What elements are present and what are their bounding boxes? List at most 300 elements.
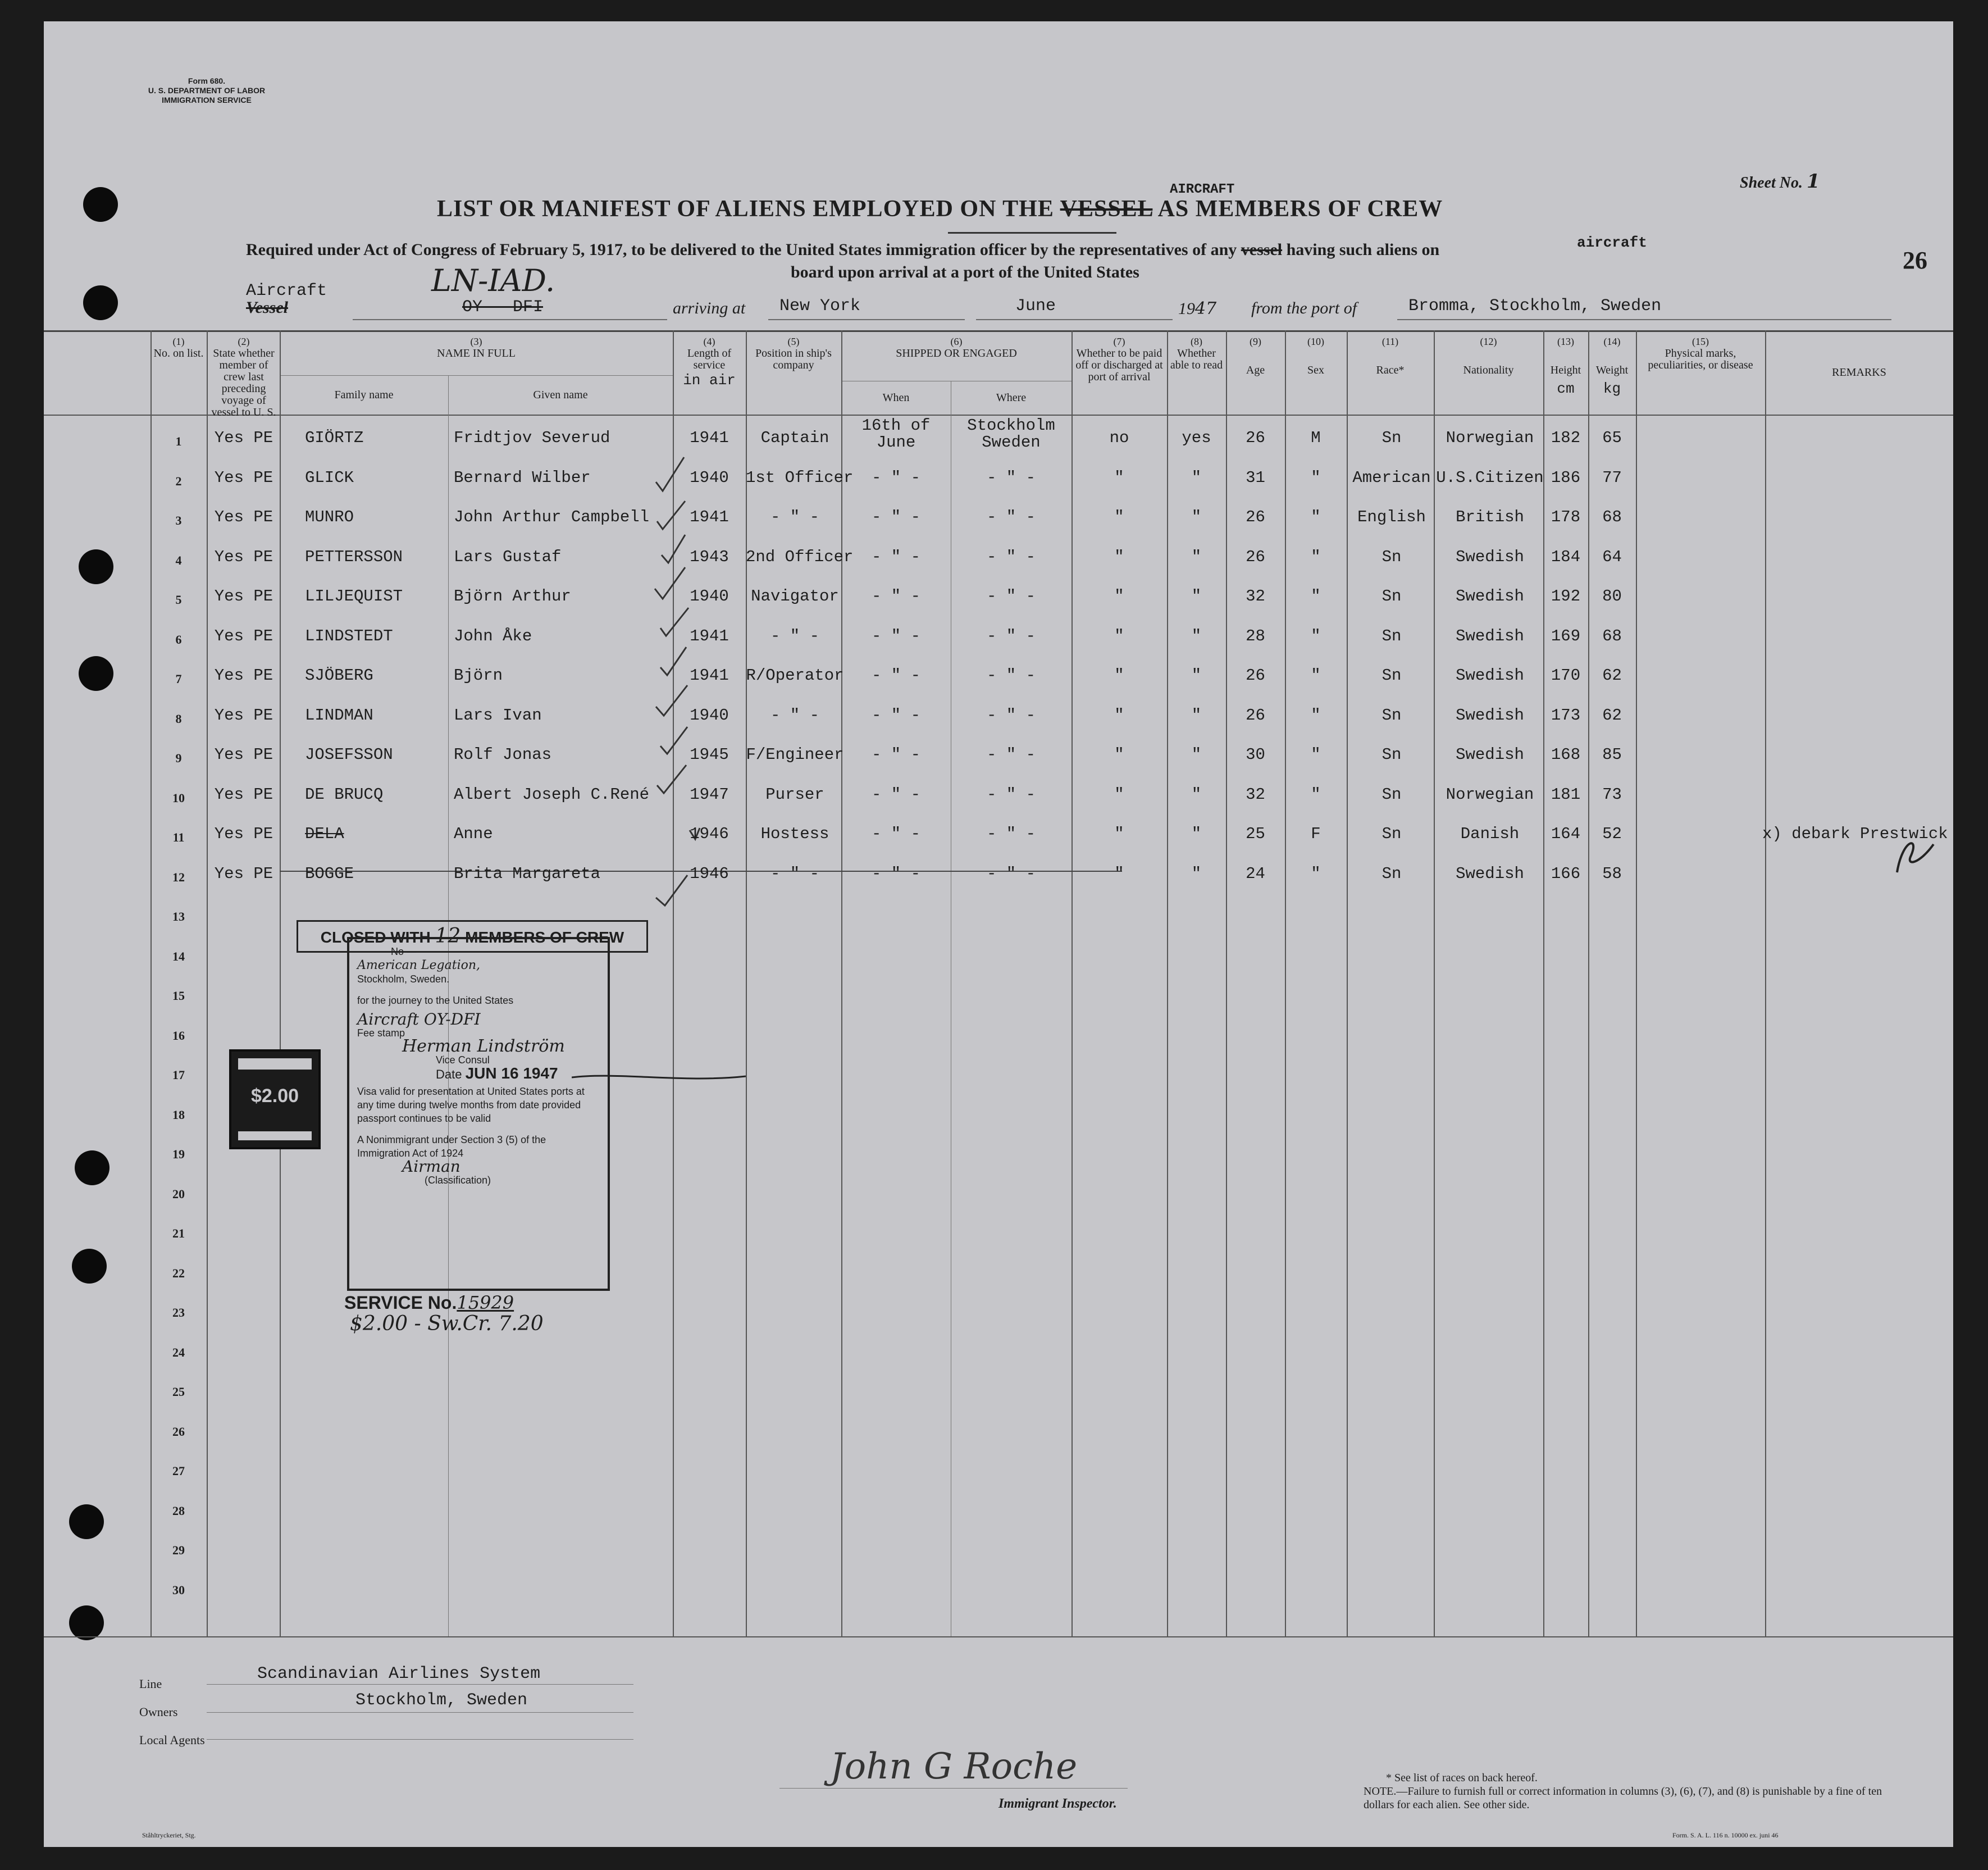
owners-label: Owners bbox=[139, 1705, 178, 1719]
col-label: Race* bbox=[1376, 364, 1405, 376]
department-name: U. S. DEPARTMENT OF LABOR bbox=[148, 86, 266, 95]
legation-visa-stamp: No — American Legation, Stockholm, Sweden. for the journey to the United States Aircraft OY-DFI Fee stamp Herman Lindström Vice Consul Date JUN 16 1947 Visa valid for presentation at United States ports at any time during twelve months from date provided passport continues to be valid A Nonimmigrant under Section 3 (5) of the Immigration Act of 1924 Airman (Classification) bbox=[347, 937, 610, 1291]
cell-read: " bbox=[1191, 468, 1202, 487]
cell-read: " bbox=[1191, 626, 1202, 645]
row-number: 20 bbox=[172, 1186, 185, 1201]
cell-position: F/Engineer bbox=[746, 745, 844, 764]
cell-where: - " - bbox=[986, 785, 1036, 804]
cell-paid: " bbox=[1114, 745, 1124, 764]
cell-race: English bbox=[1357, 508, 1426, 526]
cell-sex: F bbox=[1311, 825, 1321, 843]
inspector-label: Immigrant Inspector. bbox=[998, 1796, 1117, 1811]
cell-age: 25 bbox=[1246, 825, 1265, 843]
col-label: Weight bbox=[1595, 364, 1629, 376]
stamp-date: JUN 16 1947 bbox=[465, 1064, 558, 1082]
stamp-classification-value: Airman bbox=[402, 1157, 460, 1176]
cell-position: 2nd Officer bbox=[746, 547, 854, 566]
signature-line bbox=[779, 1788, 1128, 1789]
form-header bbox=[128, 76, 285, 105]
cell-nationality: Swedish bbox=[1456, 864, 1524, 883]
line-label: Line bbox=[139, 1677, 162, 1691]
stamp-journey: for the journey to the United States bbox=[357, 995, 514, 1006]
row-number: 12 bbox=[172, 870, 185, 884]
aircraft-registration: LN-IAD. bbox=[431, 263, 555, 298]
cell-service: 1940 bbox=[690, 706, 729, 725]
signature-tail bbox=[572, 1066, 751, 1089]
cell-race: Sn bbox=[1381, 666, 1402, 685]
punch-hole bbox=[83, 187, 118, 222]
cell-voyage: Yes PE bbox=[214, 508, 273, 526]
punch-hole bbox=[79, 549, 113, 584]
cell-sex: " bbox=[1311, 745, 1321, 764]
col-label: Nationality bbox=[1463, 364, 1514, 376]
footer-underline bbox=[207, 1739, 633, 1740]
cell-position: Navigator bbox=[751, 587, 839, 606]
col-header-name bbox=[280, 336, 673, 360]
cell-service: 1946 bbox=[690, 864, 729, 883]
cell-paid: " bbox=[1114, 666, 1124, 685]
unit-label: kg bbox=[1603, 380, 1621, 397]
service-label: SERVICE No. bbox=[344, 1293, 457, 1313]
punch-hole bbox=[75, 1150, 110, 1185]
cell-when: - " - bbox=[871, 864, 920, 883]
col-header-service bbox=[673, 336, 746, 389]
cell-age: 32 bbox=[1246, 785, 1265, 804]
title-inserted-word bbox=[1170, 181, 1234, 197]
row-number: 30 bbox=[172, 1582, 185, 1597]
cell-given: Lars Gustaf bbox=[454, 547, 562, 566]
cell-family: GIÖRTZ bbox=[305, 429, 364, 447]
in-air-note: in air bbox=[683, 372, 736, 389]
cell-service: 1941 bbox=[690, 429, 729, 447]
cell-height: 173 bbox=[1551, 706, 1581, 725]
inspector-signature: John G Roche bbox=[830, 1746, 1078, 1787]
cell-read: " bbox=[1191, 547, 1202, 566]
cell-paid: " bbox=[1114, 706, 1124, 725]
cell-voyage: Yes PE bbox=[214, 626, 273, 645]
row-number: 10 bbox=[172, 790, 185, 805]
cell-weight: 65 bbox=[1602, 429, 1622, 447]
cell-given: Björn Arthur bbox=[454, 587, 571, 606]
cell-race: Sn bbox=[1381, 825, 1402, 843]
cell-nationality: Swedish bbox=[1456, 547, 1524, 566]
stamp-band bbox=[238, 1058, 312, 1070]
line-value: Scandinavian Airlines System bbox=[257, 1664, 541, 1684]
cell-sex: " bbox=[1311, 626, 1321, 645]
cell-family: DELA bbox=[305, 825, 344, 843]
cell-age: 26 bbox=[1246, 666, 1265, 685]
col-header-family-name: Family name bbox=[334, 389, 394, 401]
cell-position: - " - bbox=[770, 626, 819, 645]
cell-position: - " - bbox=[770, 864, 819, 883]
cell-sex: " bbox=[1311, 587, 1321, 606]
cell-sex: " bbox=[1311, 864, 1321, 883]
cell-nationality: Swedish bbox=[1456, 745, 1524, 764]
cell-given: Fridtjov Severud bbox=[454, 429, 610, 447]
cell-family: LINDSTEDT bbox=[305, 626, 393, 645]
col-number: (5) bbox=[787, 336, 800, 347]
cell-given: Anne bbox=[454, 825, 493, 843]
cell-read: " bbox=[1191, 864, 1202, 883]
stamp-section: A Nonimmigrant under Section 3 (5) of the Immigration Act of 1924 bbox=[357, 1134, 546, 1159]
cell-weight: 62 bbox=[1602, 706, 1622, 725]
cell-where: Stockholm Sweden bbox=[967, 416, 1055, 452]
cell-age: 26 bbox=[1246, 429, 1265, 447]
col-label: Height bbox=[1550, 364, 1581, 376]
row-number: 24 bbox=[172, 1345, 185, 1359]
cell-service: 1941 bbox=[690, 508, 729, 526]
cell-nationality: British bbox=[1456, 508, 1524, 526]
col-number: (11) bbox=[1381, 336, 1399, 347]
cell-given: Rolf Jonas bbox=[454, 745, 552, 764]
cell-paid: " bbox=[1114, 468, 1124, 487]
col-header-paid-off bbox=[1071, 336, 1167, 383]
closed-stamp-text: MEMBERS OF CREW bbox=[465, 929, 624, 946]
service-number-value: 15929 bbox=[457, 1292, 514, 1313]
cell-paid: " bbox=[1114, 785, 1124, 804]
cell-when: 16th of June bbox=[861, 416, 931, 452]
cell-nationality: Norwegian bbox=[1446, 785, 1534, 804]
cell-race: Sn bbox=[1381, 626, 1402, 645]
arrival-month: June bbox=[1015, 297, 1056, 316]
cell-read: " bbox=[1191, 587, 1202, 606]
table-bottom-border bbox=[44, 1636, 1953, 1637]
stamp-legation: American Legation, bbox=[357, 958, 481, 972]
col-number: (7) bbox=[1113, 336, 1125, 347]
arrival-year: 47 bbox=[1195, 299, 1217, 319]
service-fee: $2.00 - Sw.Cr. 7.20 bbox=[350, 1312, 544, 1335]
cell-when: - " - bbox=[871, 508, 920, 526]
row-number: 14 bbox=[172, 949, 185, 963]
cell-voyage: Yes PE bbox=[214, 429, 273, 447]
cell-service: 1947 bbox=[690, 785, 729, 804]
footer-underline bbox=[207, 1684, 633, 1685]
vessel-label-inserted: Aircraft bbox=[246, 281, 327, 301]
cell-family: JOSEFSSON bbox=[305, 745, 393, 764]
cell-sex: M bbox=[1311, 429, 1321, 447]
arriving-label: arriving at bbox=[673, 299, 746, 317]
row-number: 28 bbox=[172, 1503, 185, 1518]
col-header-sex bbox=[1285, 336, 1347, 376]
col-header-age bbox=[1226, 336, 1285, 376]
cell-given: Björn bbox=[454, 666, 503, 685]
cell-position: R/Operator bbox=[746, 666, 844, 685]
cell-family: GLICK bbox=[305, 468, 354, 487]
cell-paid: no bbox=[1109, 429, 1129, 447]
col-divider bbox=[280, 330, 281, 1636]
cell-voyage: Yes PE bbox=[214, 468, 273, 487]
col-header-height bbox=[1543, 336, 1588, 395]
col-label: State whether member of crew last preceding voyage of vessel to U. S. bbox=[211, 347, 276, 418]
col-header-given-name: Given name bbox=[533, 389, 588, 401]
punch-hole bbox=[79, 656, 113, 691]
subtitle-text: having such aliens on bbox=[1286, 240, 1440, 259]
row-number: 8 bbox=[175, 711, 182, 726]
cell-position: - " - bbox=[770, 706, 819, 725]
cell-weight: 62 bbox=[1602, 666, 1622, 685]
cell-read: " bbox=[1191, 785, 1202, 804]
stamp-date-label: Date bbox=[436, 1067, 462, 1081]
cell-remarks: x) debark Prestwick bbox=[1762, 825, 1948, 843]
cell-height: 166 bbox=[1551, 864, 1581, 883]
unit-label: cm bbox=[1557, 380, 1575, 397]
row-number: 29 bbox=[172, 1543, 185, 1557]
col-number: (10) bbox=[1307, 336, 1324, 347]
cell-position: 1st Officer bbox=[746, 468, 854, 487]
stamp-band bbox=[238, 1131, 312, 1140]
col-divider bbox=[1636, 330, 1637, 1636]
cell-age: 24 bbox=[1246, 864, 1265, 883]
inserted-word: AIRCRAFT bbox=[1170, 182, 1235, 197]
cell-service: 1943 bbox=[690, 547, 729, 566]
punch-hole bbox=[72, 1249, 107, 1284]
cell-height: 170 bbox=[1551, 666, 1581, 685]
cell-height: 169 bbox=[1551, 626, 1581, 645]
cell-voyage: Yes PE bbox=[214, 587, 273, 606]
cell-weight: 52 bbox=[1602, 825, 1622, 843]
col-label: SHIPPED OR ENGAGED bbox=[896, 347, 1017, 360]
cell-where: - " - bbox=[986, 508, 1036, 526]
punch-hole bbox=[69, 1504, 104, 1539]
footer-labels bbox=[139, 1670, 205, 1754]
cell-read: " bbox=[1191, 825, 1202, 843]
cell-age: 31 bbox=[1246, 468, 1265, 487]
col-header-physical-marks bbox=[1639, 336, 1762, 371]
col-number: (1) bbox=[172, 336, 185, 347]
page-title bbox=[437, 195, 1443, 222]
cell-paid: " bbox=[1114, 508, 1124, 526]
cell-where: - " - bbox=[986, 864, 1036, 883]
title-part-1: LIST OR MANIFEST OF ALIENS EMPLOYED ON THE bbox=[437, 196, 1054, 222]
punch-hole bbox=[83, 285, 118, 320]
col-header-remarks: REMARKS bbox=[1832, 366, 1886, 379]
title-part-2: AS MEMBERS OF CREW bbox=[1157, 196, 1443, 222]
stamp-classification-label: (Classification) bbox=[425, 1175, 491, 1186]
row-number: 3 bbox=[175, 513, 182, 527]
cell-age: 26 bbox=[1246, 547, 1265, 566]
cell-read: " bbox=[1191, 666, 1202, 685]
row-number: 1 bbox=[175, 434, 182, 448]
stamp-vice-consul: Vice Consul bbox=[436, 1054, 490, 1066]
cell-paid: " bbox=[1114, 547, 1124, 566]
col-header-race bbox=[1347, 336, 1434, 376]
row-number: 4 bbox=[175, 553, 182, 567]
stamp-aircraft: Aircraft OY-DFI bbox=[357, 1010, 481, 1029]
cell-read: " bbox=[1191, 508, 1202, 526]
cell-age: 30 bbox=[1246, 745, 1265, 764]
cell-nationality: Danish bbox=[1460, 825, 1520, 843]
cell-sex: " bbox=[1311, 547, 1321, 566]
row-number: 27 bbox=[172, 1464, 185, 1478]
row-number: 26 bbox=[172, 1424, 185, 1439]
subtitle-struck-word: vessel bbox=[1241, 240, 1283, 259]
cell-height: 184 bbox=[1551, 547, 1581, 566]
cell-sex: " bbox=[1311, 706, 1321, 725]
cell-paid: " bbox=[1114, 626, 1124, 645]
cell-position: Hostess bbox=[760, 825, 829, 843]
from-port-label: from the port of bbox=[1251, 299, 1357, 317]
cell-where: - " - bbox=[986, 547, 1036, 566]
cell-paid: " bbox=[1114, 825, 1124, 843]
races-note: * See list of races on back hereof. bbox=[1386, 1772, 1538, 1784]
col-label: Position in ship's company bbox=[755, 347, 832, 371]
service-number bbox=[344, 1292, 514, 1313]
cell-paid: " bbox=[1114, 864, 1124, 883]
cell-given: Bernard Wilber bbox=[454, 468, 591, 487]
cell-sex: " bbox=[1311, 785, 1321, 804]
form-number: Form 680. bbox=[188, 76, 226, 85]
cell-voyage: Yes PE bbox=[214, 547, 273, 566]
cell-race: Sn bbox=[1381, 745, 1402, 764]
col-label: Physical marks, peculiarities, or disease bbox=[1648, 347, 1753, 371]
year-prefix: 19 bbox=[1178, 299, 1195, 318]
subtitle-inserted bbox=[1577, 234, 1647, 251]
cell-height: 192 bbox=[1551, 587, 1581, 606]
cell-when: - " - bbox=[871, 825, 920, 843]
cell-age: 26 bbox=[1246, 706, 1265, 725]
row-number: 7 bbox=[175, 672, 182, 686]
fine-note: NOTE.—Failure to furnish full or correct information in columns (3), (6), (7), and (8) is punishable by a fine of ten dollars for each alien. See other side. bbox=[1364, 1785, 1882, 1811]
cell-family: PETTERSSON bbox=[305, 547, 403, 566]
cell-sex: " bbox=[1311, 468, 1321, 487]
cell-family: BOGGE bbox=[305, 864, 354, 883]
cell-height: 178 bbox=[1551, 508, 1581, 526]
cell-service: 1941 bbox=[690, 666, 729, 685]
cell-nationality: U.S.Citizen bbox=[1436, 468, 1544, 487]
col-header-read bbox=[1167, 336, 1226, 371]
cell-where: - " - bbox=[986, 825, 1036, 843]
col-number: (2) bbox=[238, 336, 250, 347]
stamp-fee-label: Fee stamp bbox=[357, 1027, 405, 1039]
cell-given: John Åke bbox=[454, 626, 532, 645]
cell-where: - " - bbox=[986, 745, 1036, 764]
cell-weight: 68 bbox=[1602, 508, 1622, 526]
sheet-value: 1 bbox=[1807, 170, 1820, 193]
vessel-label bbox=[246, 283, 327, 316]
cell-height: 181 bbox=[1551, 785, 1581, 804]
col-label: Sex bbox=[1307, 364, 1324, 376]
cell-family: SJÖBERG bbox=[305, 666, 373, 685]
table-top-border bbox=[44, 330, 1953, 332]
stamp-city: Stockholm, Sweden. bbox=[357, 973, 450, 985]
row-number: 5 bbox=[175, 593, 182, 607]
title-struck-word: VESSEL bbox=[1060, 196, 1153, 222]
col-number: (3) bbox=[470, 336, 482, 347]
cell-when: - " - bbox=[871, 785, 920, 804]
revenue-fee-stamp bbox=[229, 1049, 321, 1149]
footer-notes bbox=[1364, 1771, 1897, 1812]
subtitle-line-2: board upon arrival at a port of the United States bbox=[791, 263, 1139, 281]
cell-where: - " - bbox=[986, 706, 1036, 725]
col-label: NAME IN FULL bbox=[437, 347, 516, 360]
cell-where: - " - bbox=[986, 666, 1036, 685]
row-number: 25 bbox=[172, 1385, 185, 1399]
struck-registration: OY - DFI bbox=[462, 298, 544, 317]
subtitle-line-1 bbox=[246, 240, 1439, 260]
title-underline bbox=[948, 232, 1116, 234]
owners-value: Stockholm, Sweden bbox=[355, 1691, 528, 1710]
cell-voyage: Yes PE bbox=[214, 785, 273, 804]
field-underline bbox=[1397, 319, 1891, 320]
cell-service: 1941 bbox=[690, 626, 729, 645]
cell-race: Sn bbox=[1381, 706, 1402, 725]
row-number: 13 bbox=[172, 909, 185, 923]
col-header-shipped bbox=[841, 336, 1071, 360]
col-label: Age bbox=[1246, 364, 1265, 376]
cell-height: 164 bbox=[1551, 825, 1581, 843]
cell-race: Sn bbox=[1381, 547, 1402, 566]
cell-height: 186 bbox=[1551, 468, 1581, 487]
cell-race: Sn bbox=[1381, 429, 1402, 447]
cell-height: 168 bbox=[1551, 745, 1581, 764]
field-underline bbox=[976, 319, 1173, 320]
cell-voyage: Yes PE bbox=[214, 706, 273, 725]
arriving-port: New York bbox=[779, 297, 861, 316]
cell-weight: 73 bbox=[1602, 785, 1622, 804]
cell-voyage: Yes PE bbox=[214, 745, 273, 764]
subtitle-text: Required under Act of Congress of February 5, 1917, to be delivered to the United States immigration officer by the representatives of any bbox=[246, 240, 1237, 259]
col-number: (14) bbox=[1603, 336, 1621, 347]
agents-label: Local Agents bbox=[139, 1733, 205, 1747]
cell-when: - " - bbox=[871, 468, 920, 487]
cell-voyage: Yes PE bbox=[214, 666, 273, 685]
col-divider bbox=[1765, 330, 1766, 1636]
cell-when: - " - bbox=[871, 745, 920, 764]
fee-stamp-value: $2.00 bbox=[250, 1085, 299, 1107]
manifest-page bbox=[44, 21, 1953, 1847]
col-number: (9) bbox=[1250, 336, 1261, 347]
row-number: 16 bbox=[172, 1028, 185, 1043]
cell-weight: 80 bbox=[1602, 587, 1622, 606]
cell-position: Purser bbox=[765, 785, 824, 804]
sheet-number bbox=[1740, 170, 1820, 193]
cell-where: - " - bbox=[986, 468, 1036, 487]
cell-race: Sn bbox=[1381, 864, 1402, 883]
cell-given: Albert Joseph C.René bbox=[454, 785, 650, 804]
cell-read: " bbox=[1191, 745, 1202, 764]
cell-weight: 68 bbox=[1602, 626, 1622, 645]
row-number: 21 bbox=[172, 1226, 185, 1240]
cell-age: 28 bbox=[1246, 626, 1265, 645]
col-header-nationality bbox=[1434, 336, 1543, 376]
row-number: 9 bbox=[175, 751, 182, 765]
col-header-weight bbox=[1588, 336, 1636, 395]
cell-when: - " - bbox=[871, 626, 920, 645]
closed-stamp-text: CLOSED WITH bbox=[320, 929, 431, 946]
cell-weight: 77 bbox=[1602, 468, 1622, 487]
cell-given: Lars Ivan bbox=[454, 706, 542, 725]
cell-family: LILJEQUIST bbox=[305, 587, 403, 606]
col-number: (6) bbox=[950, 336, 963, 347]
sheet-label: Sheet No. bbox=[1740, 174, 1803, 192]
cell-weight: 85 bbox=[1602, 745, 1622, 764]
page-number: 26 bbox=[1903, 247, 1927, 274]
col-header-voyage bbox=[208, 336, 280, 418]
field-underline bbox=[353, 319, 667, 320]
cell-position: Captain bbox=[760, 429, 829, 447]
cell-paid: " bbox=[1114, 587, 1124, 606]
cell-nationality: Swedish bbox=[1456, 666, 1524, 685]
col-divider bbox=[151, 330, 152, 1636]
cell-race: American bbox=[1352, 468, 1431, 487]
cell-race: Sn bbox=[1381, 785, 1402, 804]
row-number: 18 bbox=[172, 1107, 185, 1122]
cell-service: 1940 bbox=[690, 468, 729, 487]
cell-read: " bbox=[1191, 706, 1202, 725]
punch-hole bbox=[69, 1605, 104, 1640]
from-port: Bromma, Stockholm, Sweden bbox=[1408, 297, 1662, 316]
col-number: (4) bbox=[703, 336, 715, 347]
